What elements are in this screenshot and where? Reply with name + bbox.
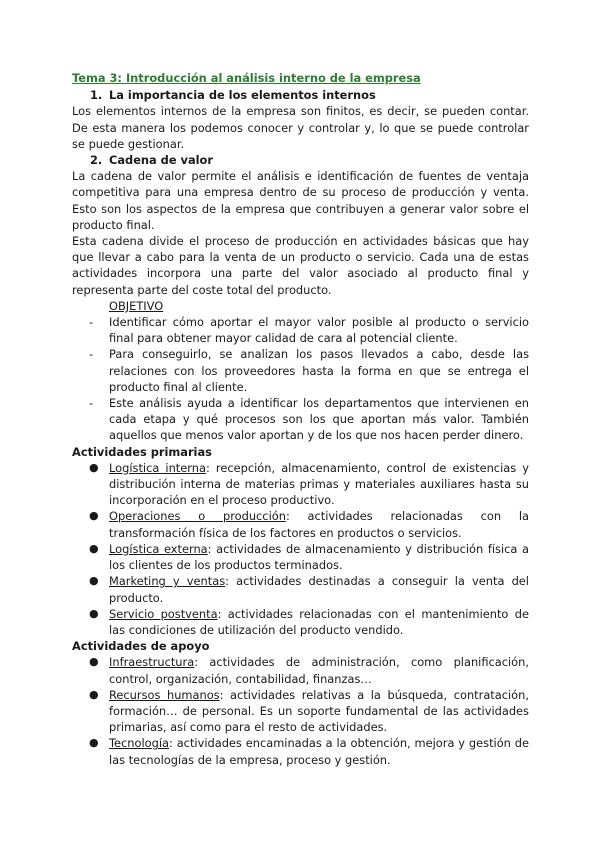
activity-term: Infraestructura xyxy=(109,655,195,670)
activity-description: : actividades de administración, como planificación, control, organización, contabilidad, finanzas… xyxy=(109,655,529,686)
dash-marker: - xyxy=(89,347,94,362)
list-item-text: Este análisis ayuda a identificar los departamentos que intervienen en cada etapa y qué procesos son los que aportan más valor. También aquellos que menos valor aportan y de los que nos hacen perder dinero. xyxy=(109,396,529,443)
activity-description: : actividades encaminadas a la obtención, mejora y gestión de las tecnologías de la empresa, proceso y gestión. xyxy=(109,736,529,767)
bullet-icon: ● xyxy=(89,460,99,474)
primarias-list xyxy=(72,460,529,638)
dash-marker: - xyxy=(89,315,94,330)
activity-term: Recursos humanos xyxy=(109,687,220,702)
paragraph: La cadena de valor permite el análisis e identificación de fuentes de ventaja competitiva para una empresa dentro de su proceso de producción y venta. Esto son los aspectos de la empresa que contribuyen a generar valor sobre el producto final. xyxy=(72,169,529,232)
bullet-icon: ● xyxy=(89,541,99,555)
section-heading xyxy=(72,87,529,103)
activity-term: Servicio postventa xyxy=(109,606,218,621)
section-number: 1. xyxy=(90,88,103,103)
list-item xyxy=(72,346,529,395)
section-number: 2. xyxy=(90,153,103,168)
paragraph: Los elementos internos de la empresa son finitos, es decir, se pueden contar. De esta manera los podemos conocer y controlar y, lo que se puede controlar se puede gestionar. xyxy=(72,104,529,151)
paragraph: Esta cadena divide el proceso de producción en actividades básicas que hay que llevar a cabo para la venta de un producto o servicio. Cada una de estas actividades incorpora una parte del valor asociado al producto final y representa parte del coste total del producto. xyxy=(72,234,529,297)
bullet-icon: ● xyxy=(89,606,99,620)
document-content xyxy=(72,70,529,768)
activity-description: : actividades de almacenamiento y distribución física a los clientes de los productos terminados. xyxy=(109,541,529,573)
list-item xyxy=(72,395,529,444)
list-item xyxy=(72,687,529,736)
bullet-icon: ● xyxy=(89,687,99,701)
objetivo-list xyxy=(72,314,529,444)
objetivo-label: OBJETIVO xyxy=(109,298,164,313)
bullet-icon: ● xyxy=(89,736,99,750)
activity-term: Tecnología xyxy=(109,736,169,751)
primarias-heading: Actividades primarias xyxy=(72,444,212,459)
list-item xyxy=(72,460,529,509)
list-item xyxy=(72,606,529,638)
section-heading xyxy=(72,152,529,168)
list-item xyxy=(72,314,529,346)
list-item xyxy=(72,573,529,605)
section-heading-text: La importancia de los elementos internos xyxy=(109,88,376,103)
bullet-icon: ● xyxy=(89,574,99,588)
activity-term: Logística interna xyxy=(109,460,206,475)
bullet-icon: ● xyxy=(89,655,99,669)
activity-description: : recepción, almacenamiento, control de existencias y distribución interna de materias primas y materiales auxiliares hasta su incorporación en el proceso productivo. xyxy=(109,460,529,508)
activity-term: Marketing y ventas xyxy=(109,574,226,589)
activity-description: : actividades destinadas a conseguir la venta del producto. xyxy=(109,574,529,605)
list-item xyxy=(72,541,529,573)
apoyo-heading: Actividades de apoyo xyxy=(72,639,210,654)
activity-description: : actividades relativas a la búsqueda, contratación, formación… de personal. Es un soporte fundamental de las actividades primarias, así como para el resto de actividades. xyxy=(109,687,529,735)
list-item xyxy=(72,654,529,686)
dash-marker: - xyxy=(89,396,94,411)
list-item xyxy=(72,735,529,767)
activity-description: : actividades relacionadas con el mantenimiento de las condiciones de utilización del producto vendido. xyxy=(109,606,529,637)
list-item-text: Para conseguirlo, se analizan los pasos llevados a cabo, desde las relaciones con los proveedores hasta la forma en que se entrega el producto final al cliente. xyxy=(109,347,529,394)
activity-term: Operaciones o producción xyxy=(109,509,286,524)
activity-term: Logística externa xyxy=(109,541,208,556)
document-title: Tema 3: Introducción al análisis interno de la empresa xyxy=(72,71,421,85)
list-item xyxy=(72,508,529,540)
bullet-icon: ● xyxy=(89,509,99,523)
list-item-text: Identificar cómo aportar el mayor valor posible al producto o servicio final para obtener mayor calidad de cara al potencial cliente. xyxy=(109,315,529,346)
section-heading-text: Cadena de valor xyxy=(109,153,213,168)
apoyo-list xyxy=(72,654,529,767)
activity-description: : actividades relacionadas con la transformación física de los factores en productos o servicios. xyxy=(109,509,529,540)
